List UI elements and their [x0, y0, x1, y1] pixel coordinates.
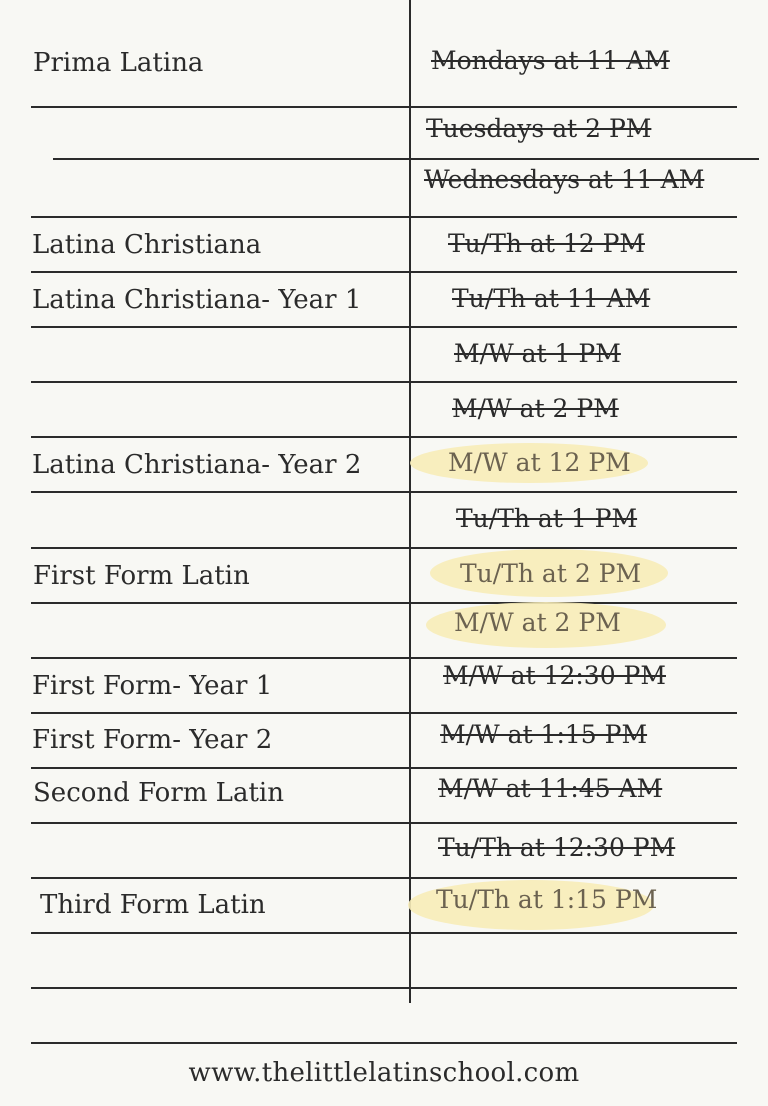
website-link[interactable]: www.thelittlelatinschool.com — [188, 1058, 580, 1088]
row-line — [31, 436, 737, 438]
row-line — [31, 547, 737, 549]
row-line — [31, 987, 737, 989]
row-line — [31, 877, 737, 879]
row-line — [31, 106, 737, 108]
time-slot: M/W at 1 PM — [454, 339, 621, 368]
time-slot: M/W at 11:45 AM — [438, 774, 663, 803]
time-slot: M/W at 2 PM — [452, 394, 619, 423]
row-line — [31, 271, 737, 273]
time-slot: M/W at 12:30 PM — [443, 661, 666, 690]
row-line — [31, 1042, 737, 1044]
row-line — [31, 326, 737, 328]
course-name: First Form- Year 1 — [32, 671, 273, 701]
row-line — [31, 712, 737, 714]
course-name: Latina Christiana- Year 1 — [32, 285, 362, 315]
time-slot: Tu/Th at 11 AM — [452, 284, 651, 313]
time-slot-open: Tu/Th at 2 PM — [460, 559, 642, 588]
row-line — [31, 657, 737, 659]
row-line — [31, 491, 737, 493]
row-line — [31, 381, 737, 383]
row-line — [53, 158, 759, 160]
row-line — [31, 216, 737, 218]
row-line — [31, 767, 737, 769]
time-slot: Tuesdays at 2 PM — [426, 114, 652, 143]
time-slot: Wednesdays at 11 AM — [424, 165, 705, 194]
time-slot: Mondays at 11 AM — [431, 46, 670, 75]
time-slot-open: M/W at 12 PM — [448, 448, 631, 477]
course-name: Prima Latina — [33, 48, 204, 78]
course-name: Second Form Latin — [33, 778, 284, 808]
row-line — [31, 602, 737, 604]
column-divider — [409, 0, 411, 1003]
course-name: Latina Christiana- Year 2 — [32, 450, 362, 480]
course-name: Latina Christiana — [32, 230, 262, 260]
row-line — [31, 932, 737, 934]
course-name: First Form- Year 2 — [32, 725, 273, 755]
time-slot: Tu/Th at 12 PM — [448, 229, 645, 258]
time-slot-open: Tu/Th at 1:15 PM — [436, 885, 658, 914]
time-slot: M/W at 1:15 PM — [440, 720, 648, 749]
time-slot: Tu/Th at 1 PM — [456, 504, 638, 533]
time-slot: Tu/Th at 12:30 PM — [438, 833, 676, 862]
time-slot-open: M/W at 2 PM — [454, 608, 621, 637]
course-name: Third Form Latin — [40, 890, 266, 920]
course-name: First Form Latin — [33, 561, 250, 591]
row-line — [31, 822, 737, 824]
